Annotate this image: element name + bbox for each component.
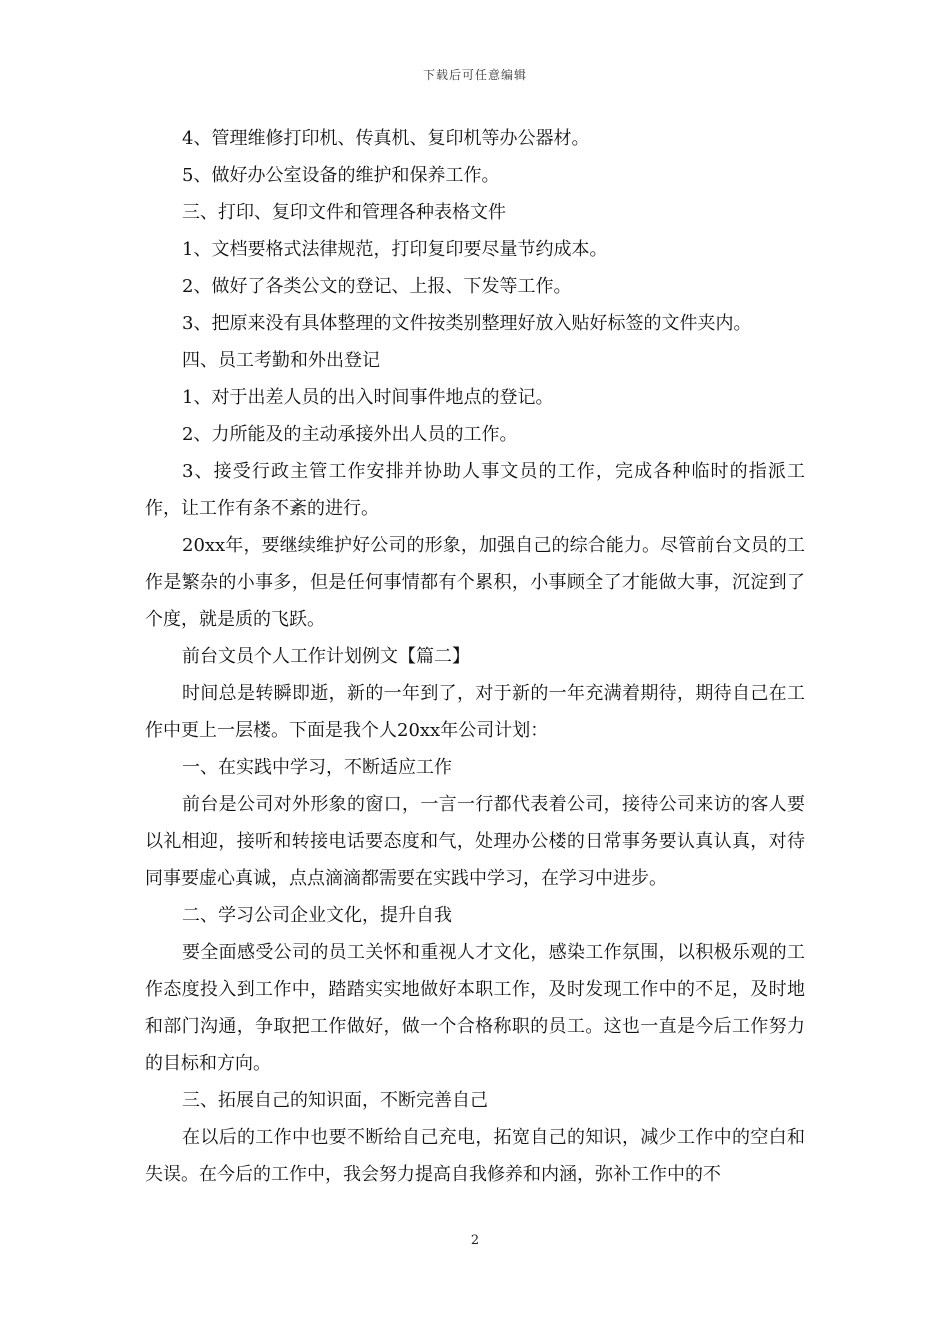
paragraph: 4、管理维修打印机、传真机、复印机等办公器材。 [182,128,590,149]
paragraph: 1、文档要格式法律规范，打印复印要尽量节约成本。 [182,239,608,260]
paragraph: 前台是公司对外形象的窗口，一言一行都代表着公司，接待公司来访的客人要以礼相迎，接听和转接电话要态度和气，处理办公楼的日常事务要认真认真，对待同事要虚心真诚，点点滴滴都需要在实践中学习，在学习中进步。 [145,794,805,889]
paragraph: 时间总是转瞬即逝，新的一年到了，对于新的一年充满着期待，期待自己在工作中更上一层楼。下面是我个人20xx年公司计划： [145,683,805,741]
section-heading: 三、拓展自己的知识面，不断完善自己 [182,1090,488,1111]
paragraph: 5、做好办公室设备的维护和保养工作。 [182,165,500,186]
paragraph: 要全面感受公司的员工关怀和重视人才文化，感染工作氛围，以积极乐观的工作态度投入到工作中，踏踏实实地做好本职工作，及时发现工作中的不足，及时地和部门沟通，争取把工作做好，做一个合格称职的员工。这也一直是今后工作努力的目标和方向。 [145,942,805,1074]
paragraph: 3、接受行政主管工作安排并协助人事文员的工作，完成各种临时的指派工作，让工作有条不紊的进行。 [145,461,805,519]
page-header: 下载后可任意编辑 [422,68,527,82]
document-body [145,120,805,1193]
paragraph: 20xx年，要继续维护好公司的形象，加强自己的综合能力。尽管前台文员的工作是繁杂的小事多，但是任何事情都有个累积，小事顾全了才能做大事，沉淀到了个度，就是质的飞跃。 [145,535,805,630]
paragraph: 在以后的工作中也要不断给自己充电，拓宽自己的知识，减少工作中的空白和失误。在今后的工作中，我会努力提高自我修养和内涵，弥补工作中的不 [145,1127,805,1185]
section-heading: 一、在实践中学习，不断适应工作 [182,757,452,778]
paragraph: 2、做好了各类公文的登记、上报、下发等工作。 [182,276,572,297]
paragraph: 3、把原来没有具体整理的文件按类别整理好放入贴好标签的文件夹内。 [182,313,752,334]
article-title: 前台文员个人工作计划例文【篇二】 [182,646,470,667]
section-heading: 四、员工考勤和外出登记 [182,350,380,371]
page-number: 2 [470,1233,480,1248]
paragraph: 1、对于出差人员的出入时间事件地点的登记。 [182,387,554,408]
paragraph: 2、力所能及的主动承接外出人员的工作。 [182,424,518,445]
section-heading: 三、打印、复印文件和管理各种表格文件 [182,202,506,223]
section-heading: 二、学习公司企业文化，提升自我 [182,905,452,926]
